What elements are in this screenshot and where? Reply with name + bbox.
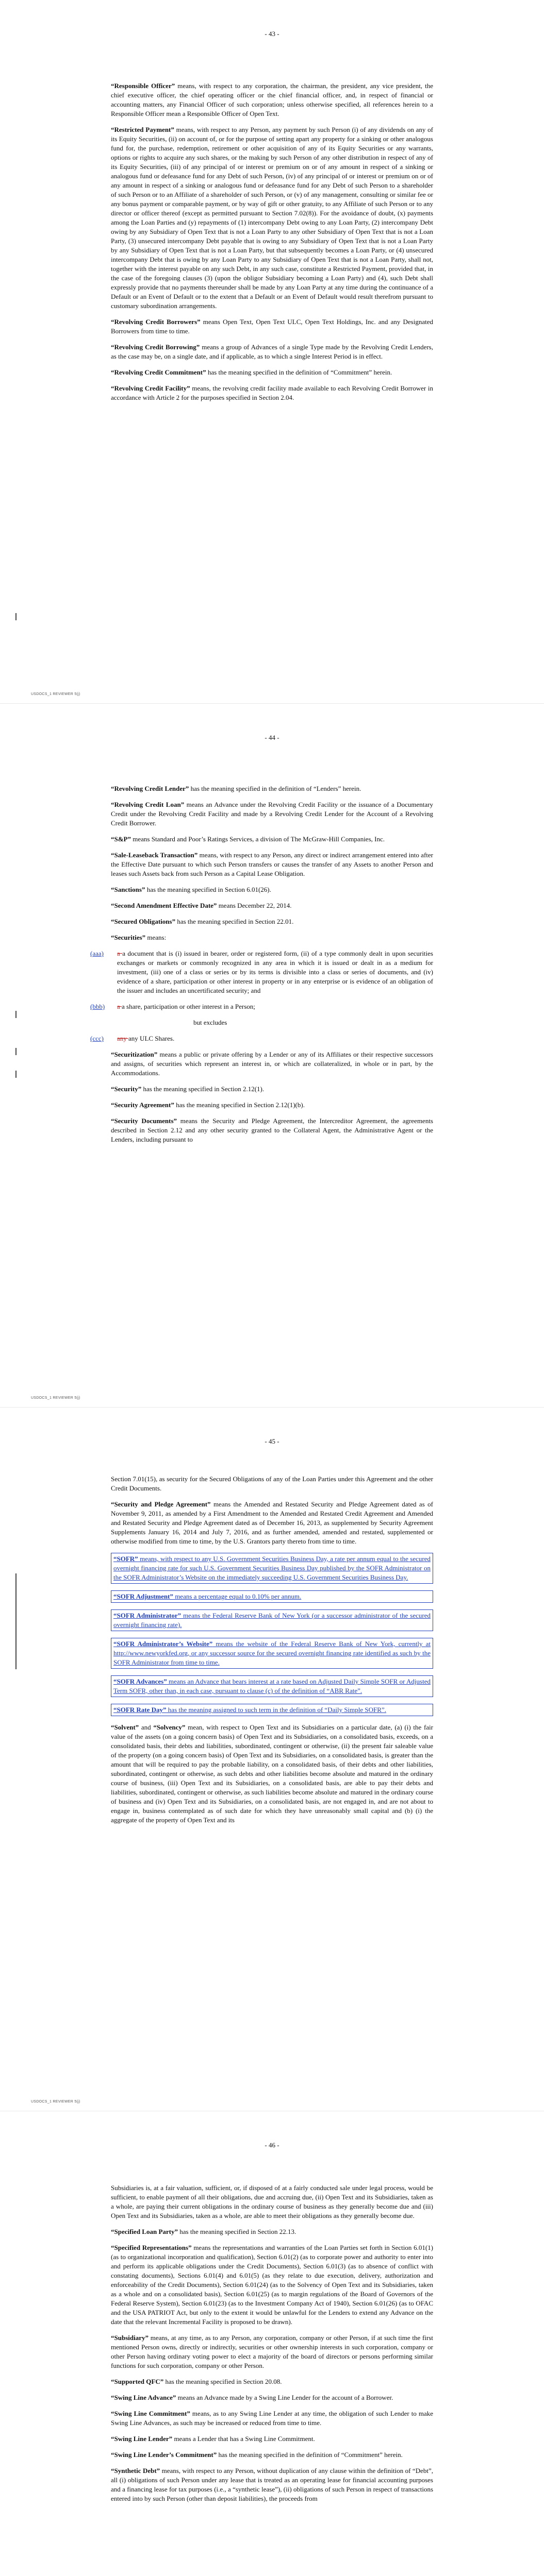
page-body	[90, 784, 433, 1151]
definition-paragraph	[111, 917, 433, 926]
defined-term: “Specified Loan Party”	[111, 2228, 178, 2235]
definition-text: means, with respect to any U.S. Government Securities Business Day, a rate per annum equal to the secured overnight financing rate for such U.S. Government Securities Business Day published by the SOFR Administrator on the SOFR Administrator’s Website on the immediately succeeding U.S. Government Securities Business Day.	[113, 1555, 431, 1581]
definition-paragraph	[111, 784, 433, 793]
defined-term: “Security Agreement”	[111, 1101, 174, 1109]
defined-term: “Revolving Credit Lender”	[111, 785, 189, 792]
definition-text: means Standard and Poor’s Ratings Services, a division of The McGraw-Hill Companies, Inc.	[131, 835, 385, 843]
page-footer-code: USDOCS_1 REVIEWER 5(j)	[31, 1396, 80, 1400]
defined-term: “Securitization”	[111, 1050, 158, 1058]
change-bar	[15, 1573, 17, 1669]
definition-text: means a percentage equal to 0.10% per annum.	[173, 1592, 302, 1600]
defined-term: “SOFR Administrator’s Website”	[113, 1640, 213, 1648]
definition-text: has the meaning specified in Section 6.01(26).	[145, 886, 271, 893]
connector-text: and	[139, 1723, 154, 1731]
defined-term: “Sale-Leaseback Transaction”	[111, 851, 198, 859]
definition-text: means a Lender that has a Swing Line Commitment.	[172, 2435, 315, 2443]
clause-label-inserted: (aaa)	[90, 950, 104, 957]
definition-text: means the Security and Pledge Agreement, the Intercreditor Agreement, the agreements described in Section 2.12 and any other security granted to the Collateral Agent, the Administrative Agent or the Lenders, including pursuant to	[111, 1117, 433, 1143]
definition-paragraph	[111, 81, 433, 118]
page-number: - 46 -	[265, 2141, 279, 2149]
definition-paragraph	[111, 2434, 433, 2444]
inserted-definition	[111, 1553, 433, 1584]
clause-text: a share, participation or other interest in a Person;	[122, 1003, 255, 1010]
definition-text: means, with respect to any Person, any payment by such Person (i) of any dividends on any of its Equity Securities, (ii) on account of, or for the purpose of setting apart any property for a sinking or other analogous fund for, the purchase, redemption, retirement or other acquisition of any of its Equity Securities or any warrants, options or rights to acquire any such shares, or the making by such Person of any other distribution in respect of any of its Equity Securities, (iii) of any principal of or interest or premium on or of any amount in respect of a sinking or analogous fund or defeasance fund for any Debt of such Person, (iv) of any principal of or interest or premium on or of any amount in respect of a sinking or analogous fund or defeasance fund for any Debt of such Person to a shareholder of such Person or to an Affiliate of a shareholder of such Person, or (v) of any management, consulting or similar fee or any bonus payment or comparable payment, or by way of gift or other gratuity, to any Affiliate of such Person or to any director or officer thereof (except as permitted pursuant to Section 7.02(8)). For the avoidance of doubt, (x) payments among the Loan Parties and (y) repayments of (1) intercompany Debt owing to any Loan Party, (2) intercompany Debt owing by any Subsidiary of Open Text that is not a Loan Party to any other Subsidiary of Open Text that is not a Loan Party, (3) unsecured intercompany Debt payable that is owing to any Subsidiary of Open Text that is not a Loan Party by any Subsidiary of Open Text that is not a Loan Party, but that subsequently becomes a Loan Party, or (4) unsecured intercompany Debt that is owing by any Loan Party to any Subsidiary of Open Text that is not a Loan Party, shall not, together with the interest payable on any such Debt, in any such case, constitute a Restricted Payment, provided that, in the case of the foregoing clauses (3) (upon the obligor Subsidiary becoming a Loan Party) and (4), such Debt shall expressly provide that no payments thereunder shall be made by any Loan Party at any time during the continuance of a Default or an Event of Default or to the extent that a Default or an Event of Default would result therefrom pursuant to customary subordination arrangements.	[111, 126, 433, 310]
definition-text: means a group of Advances of a single Type made by the Revolving Credit Lenders, as the case may be, on a single date, and if applicable, as to which a single Interest Period is in effect.	[111, 343, 433, 360]
definition-paragraph	[111, 125, 433, 311]
defined-term: “SOFR Administrator”	[113, 1612, 182, 1619]
change-bar	[15, 613, 17, 620]
defined-term: “Revolving Credit Borrowers”	[111, 318, 201, 326]
defined-term: “Revolving Credit Facility”	[111, 384, 190, 392]
definition-text: means an Advance under the Revolving Credit Facility or the issuance of a Documentary Credit under the Revolving Credit Facility and made by a Revolving Credit Lender for the Account of a Revolving Credit Borrower.	[111, 801, 433, 827]
defined-term: “Security Documents”	[111, 1117, 177, 1125]
defined-term: “Supported QFC”	[111, 2378, 164, 2385]
page-46	[0, 2111, 544, 2576]
definition-text: means the Amended and Restated Security and Pledge Agreement dated as of November 9, 2011, as amended by a First Amendment to the Amended and Restated Credit Agreement and Amended and Restated Security and Pledge Agreement dated as of December 16, 2013, as supplemented by Security Agreement Supplements January 16, 2014 and July 7, 2016, and as further amended, amended and restated, supplemented or otherwise modified from time to time, by the U.S. Grantors party thereto from time to time.	[111, 1500, 433, 1545]
inserted-definition	[111, 1638, 433, 1669]
page-number: - 45 -	[265, 1437, 279, 1445]
definition-text: means, with respect to any corporation, the chairman, the president, any vice president, the chief executive officer, the chief operating officer or the chief financial officer, and, in respect of financial or accounting matters, any Financial Officer of such corporation; unless otherwise specified, all references herein to a Responsible Officer mean a Responsible Officer of Open Text.	[111, 82, 433, 117]
defined-term: “SOFR”	[113, 1555, 138, 1563]
clause-aaa	[90, 949, 433, 995]
definition-text: means, as to any Swing Line Lender at any time, the obligation of such Lender to make Swing Line Advances, as such may be increased or reduced from time to time.	[111, 2410, 434, 2427]
inserted-definition	[111, 1590, 433, 1603]
definition-paragraph	[111, 2227, 433, 2236]
definition-text: has the meaning specified in the definition of “Commitment” herein.	[206, 368, 392, 376]
change-bar	[15, 1011, 17, 1018]
inserted-definition	[111, 1704, 433, 1716]
inserted-definition	[111, 1675, 433, 1697]
definition-paragraph	[111, 851, 433, 878]
defined-term: “Subsidiary”	[111, 2334, 149, 2342]
definition-text: means the website of the Federal Reserve Bank of New York, currently at http://www.newyorkfed.org, or any successor source for the secured overnight financing rate identified as such by the SOFR Administrator from time to time.	[113, 1640, 431, 1666]
deleted-text: any	[117, 1035, 129, 1042]
page-number: - 43 -	[265, 30, 279, 38]
change-bar	[15, 1071, 17, 1078]
definition-paragraph	[111, 835, 433, 844]
definition-paragraph	[111, 384, 433, 402]
definition-text: means, with respect to any Person, any direct or indirect arrangement entered into after the Effective Date pursuant to which such Person transfers or causes the transfer of any Assets to another Person and leases such Assets back from such Person as a Capital Lease Obligation.	[111, 851, 433, 877]
defined-term: “Swing Line Lender”	[111, 2435, 173, 2443]
definition-text: has the meaning specified in Section 22.13.	[178, 2228, 296, 2235]
clause-label-inserted: (ccc)	[90, 1035, 104, 1042]
defined-term: “Secured Obligations”	[111, 918, 176, 925]
definition-paragraph	[111, 2377, 433, 2386]
definition-text: means a public or private offering by a Lender or any of its Affiliates or their respective successors and assigns, of securities which represent an interest in, or which are collateralized, in whole or in part, by the Accommodations.	[111, 1050, 433, 1077]
clause-label-inserted: (bbb)	[90, 1003, 105, 1010]
deleted-text: a	[117, 950, 123, 957]
change-bar	[15, 1048, 17, 1055]
definition-paragraph	[111, 343, 433, 361]
clause-bbb	[90, 1002, 433, 1011]
page-footer-code: USDOCS_1 REVIEWER 5(j)	[31, 2100, 80, 2104]
defined-term: “Swing Line Commitment”	[111, 2410, 190, 2417]
defined-term: “S&P”	[111, 835, 131, 843]
definition-paragraph	[111, 901, 433, 910]
page-body	[111, 2183, 433, 2510]
clause-ccc	[90, 1034, 433, 1043]
definition-paragraph	[111, 1100, 433, 1110]
definition-text: means:	[145, 934, 167, 941]
defined-term: “Specified Representations”	[111, 2244, 192, 2251]
defined-term: “Securities”	[111, 934, 146, 941]
definition-paragraph	[111, 2393, 433, 2402]
inserted-definition	[111, 1609, 433, 1631]
page-43	[0, 0, 544, 703]
defined-term: “Security and Pledge Agreement”	[111, 1500, 211, 1508]
defined-term: “Swing Line Advance”	[111, 2394, 176, 2401]
definition-text: has the meaning specified in the definition of “Commitment” herein.	[217, 2451, 403, 2459]
defined-term: “Solvent”	[111, 1723, 139, 1731]
page-footer-code: USDOCS_1 REVIEWER 5(j)	[31, 692, 80, 696]
defined-term: “Solvency”	[153, 1723, 186, 1731]
definition-paragraph	[111, 368, 433, 377]
clause-text: any ULC Shares.	[128, 1035, 175, 1042]
defined-term: “Swing Line Lender’s Commitment”	[111, 2451, 217, 2459]
defined-term: “Second Amendment Effective Date”	[111, 902, 217, 909]
clause-text: a document that is (i) issued in bearer, order or registered form, (ii) of a type commonly dealt in upon securities exchanges or markets or commonly recognized in any area in which it is issued or dealt in as a medium for investment, (iii) one of a class or series or by its terms is divisible into a class or series of documents, and (iv) evidence of a share, participation or other interest in property or in any enterprise or is evidence of an obligation of the issuer and includes an uncertificated security; and	[117, 950, 433, 994]
definition-paragraph	[111, 2333, 433, 2370]
defined-term: “Revolving Credit Borrowing”	[111, 343, 200, 351]
definition-paragraph	[111, 317, 433, 336]
definition-text: has the meaning specified in the definition of “Lenders” herein.	[189, 785, 361, 792]
definition-text: has the meaning specified in Section 20.08.	[163, 2378, 282, 2385]
definition-text: means, the revolving credit facility made available to each Revolving Credit Borrower in accordance with Article 2 for the purposes specified in Section 2.04.	[111, 384, 433, 401]
definition-paragraph	[111, 2466, 433, 2503]
definition-paragraph	[111, 885, 433, 894]
definition-paragraph	[111, 2243, 433, 2327]
deleted-text: a	[117, 1003, 122, 1010]
definition-paragraph	[111, 1500, 433, 1546]
definition-text: has the meaning specified in Section 2.12(1)(b).	[174, 1101, 305, 1109]
page-body	[111, 81, 433, 409]
defined-term: “SOFR Adjustment”	[113, 1592, 173, 1600]
page-44	[0, 704, 544, 1407]
definition-text: means the representations and warranties of the Loan Parties set forth in Section 6.01(1) (as to organizational incorporation and qualification), Section 6.01(2) (as to corporate power and authority to enter into and perform its applicable obligations under the Credit Documents), Section 6.01(3) (as to absence of conflict with constating documents), Sections 6.01(4) and 6.01(5) (as they relate to due execution, delivery, authorization and enforceability of the Credit Documents), Section 6.01(24) (as to the Solvency of Open Text and its Subsidiaries, taken as a whole and on a consolidated basis), Section 6.01(25) (as to margin regulations of the Board of Governors of the Federal Reserve System), Section 6.01(23) (as to the Investment Company Act of 1940), Section 6.01(26) (as to OFAC and the USA PATRIOT Act, but only to the extent it would be unlawful for the Lenders to extend any Advance on the date that the relevant Incremental Facility is proposed to be drawn).	[111, 2244, 433, 2326]
defined-term: “Responsible Officer”	[111, 82, 175, 90]
definition-text: means, with respect to any Person, without duplication of any clause within the definition of “Debt”, all (i) obligations of such Person under any lease that is treated as an operating lease for financial accounting purposes and a financing lease for tax purposes (i.e., a “synthetic lease”), (ii) obligations of such Person in respect of transactions entered into by such Person (other than deposit liabilities), the proceeds from	[111, 2467, 433, 2502]
definition-text: mean, with respect to Open Text and its Subsidiaries on a particular date, (a) (i) the fair value of the assets (on a going concern basis) of Open Text and its Subsidiaries, on a consolidated basis, exceeds, on a consolidated basis, their debts and liabilities, subordinated, contingent or otherwise, (ii) the present fair saleable value of the property (on a going concern basis) of Open Text and its Subsidiaries, on a consolidated basis, is greater than the amount that will be required to pay the probable liability, on a consolidated basis, of their debts and other liabilities, subordinated, contingent or otherwise, as such debts and other liabilities become absolute and matured in the ordinary course of business, (iii) Open Text and its Subsidiaries, on a consolidated basis, are able to pay their debts and liabilities, subordinated, contingent or otherwise, as such liabilities become absolute and matured in the ordinary course of business and (iv) Open Text and its Subsidiaries, on a consolidated basis, are not engaged in, and are not about to engage in, business contemplated as of such date for which they have unreasonably small capital and (b) (i) the aggregate of the property of Open Text and its	[111, 1723, 433, 1824]
definition-text: means December 22, 2014.	[217, 902, 292, 909]
definition-text: has the meaning specified in Section 2.12(1).	[141, 1085, 265, 1093]
definition-text: means an Advance that bears interest at a rate based on Adjusted Daily Simple SOFR or Adjusted Term SOFR, other than, in each case, pursuant to clause (c) of the definition of “ABR Rate”.	[113, 1677, 431, 1694]
defined-term: “SOFR Rate Day”	[113, 1706, 167, 1714]
continuation-text: Section 7.01(15), as security for the Secured Obligations of any of the Loan Parties under this Agreement and the other Credit Documents.	[111, 1475, 433, 1492]
definition-text: means an Advance made by a Swing Line Lender for the account of a Borrower.	[176, 2394, 393, 2401]
defined-term: “SOFR Advances”	[113, 1677, 167, 1685]
definition-paragraph	[111, 1084, 433, 1094]
continuation-text: Subsidiaries is, at a fair valuation, sufficient, or, if disposed of at a fairly conducted sale under legal process, would be sufficient, to enable payment of all their obligations, due and accruing due, (ii) Open Text and its Subsidiaries, taken as a whole, are paying their current obligations in the ordinary course of business as they generally become due and (iii) Open Text and its Subsidiaries, taken as a whole, are able to meet their obligations as they generally become due.	[111, 2184, 433, 2219]
definition-text: means Open Text, Open Text ULC, Open Text Holdings, Inc. and any Designated Borrowers from time to time.	[111, 318, 433, 335]
page-body	[111, 1475, 433, 1832]
definition-paragraph	[111, 1723, 433, 1825]
page-45	[0, 1408, 544, 2111]
defined-term: “Sanctions”	[111, 886, 145, 893]
defined-term: “Restricted Payment”	[111, 126, 174, 133]
definition-paragraph	[111, 1116, 433, 1144]
defined-term: “Synthetic Debt”	[111, 2467, 160, 2475]
definition-text: has the meaning assigned to such term in the definition of “Daily Simple SOFR”.	[166, 1706, 386, 1714]
defined-term: “Revolving Credit Commitment”	[111, 368, 206, 376]
but-excludes: but excludes	[193, 1019, 227, 1026]
definition-paragraph	[111, 2409, 433, 2428]
definition-paragraph	[111, 1050, 433, 1078]
definition-text: has the meaning specified in Section 22.01.	[175, 918, 294, 925]
definition-text: means the Federal Reserve Bank of New York (or a successor administrator of the secured overnight financing rate).	[113, 1612, 431, 1629]
definition-paragraph	[111, 2450, 433, 2460]
definition-paragraph	[111, 933, 433, 942]
definition-text: means, at any time, as to any Person, any corporation, company or other Person, if at such time the first mentioned Person owns, directly or indirectly, securities or other ownership interests in such corporation, company or other Person having ordinary voting power to elect a majority of the board of directors or persons performing similar functions for such corporation, company or other Person.	[111, 2334, 433, 2369]
defined-term: “Security”	[111, 1085, 142, 1093]
page-number: - 44 -	[265, 734, 279, 741]
defined-term: “Revolving Credit Loan”	[111, 801, 185, 808]
definition-paragraph	[111, 800, 433, 828]
